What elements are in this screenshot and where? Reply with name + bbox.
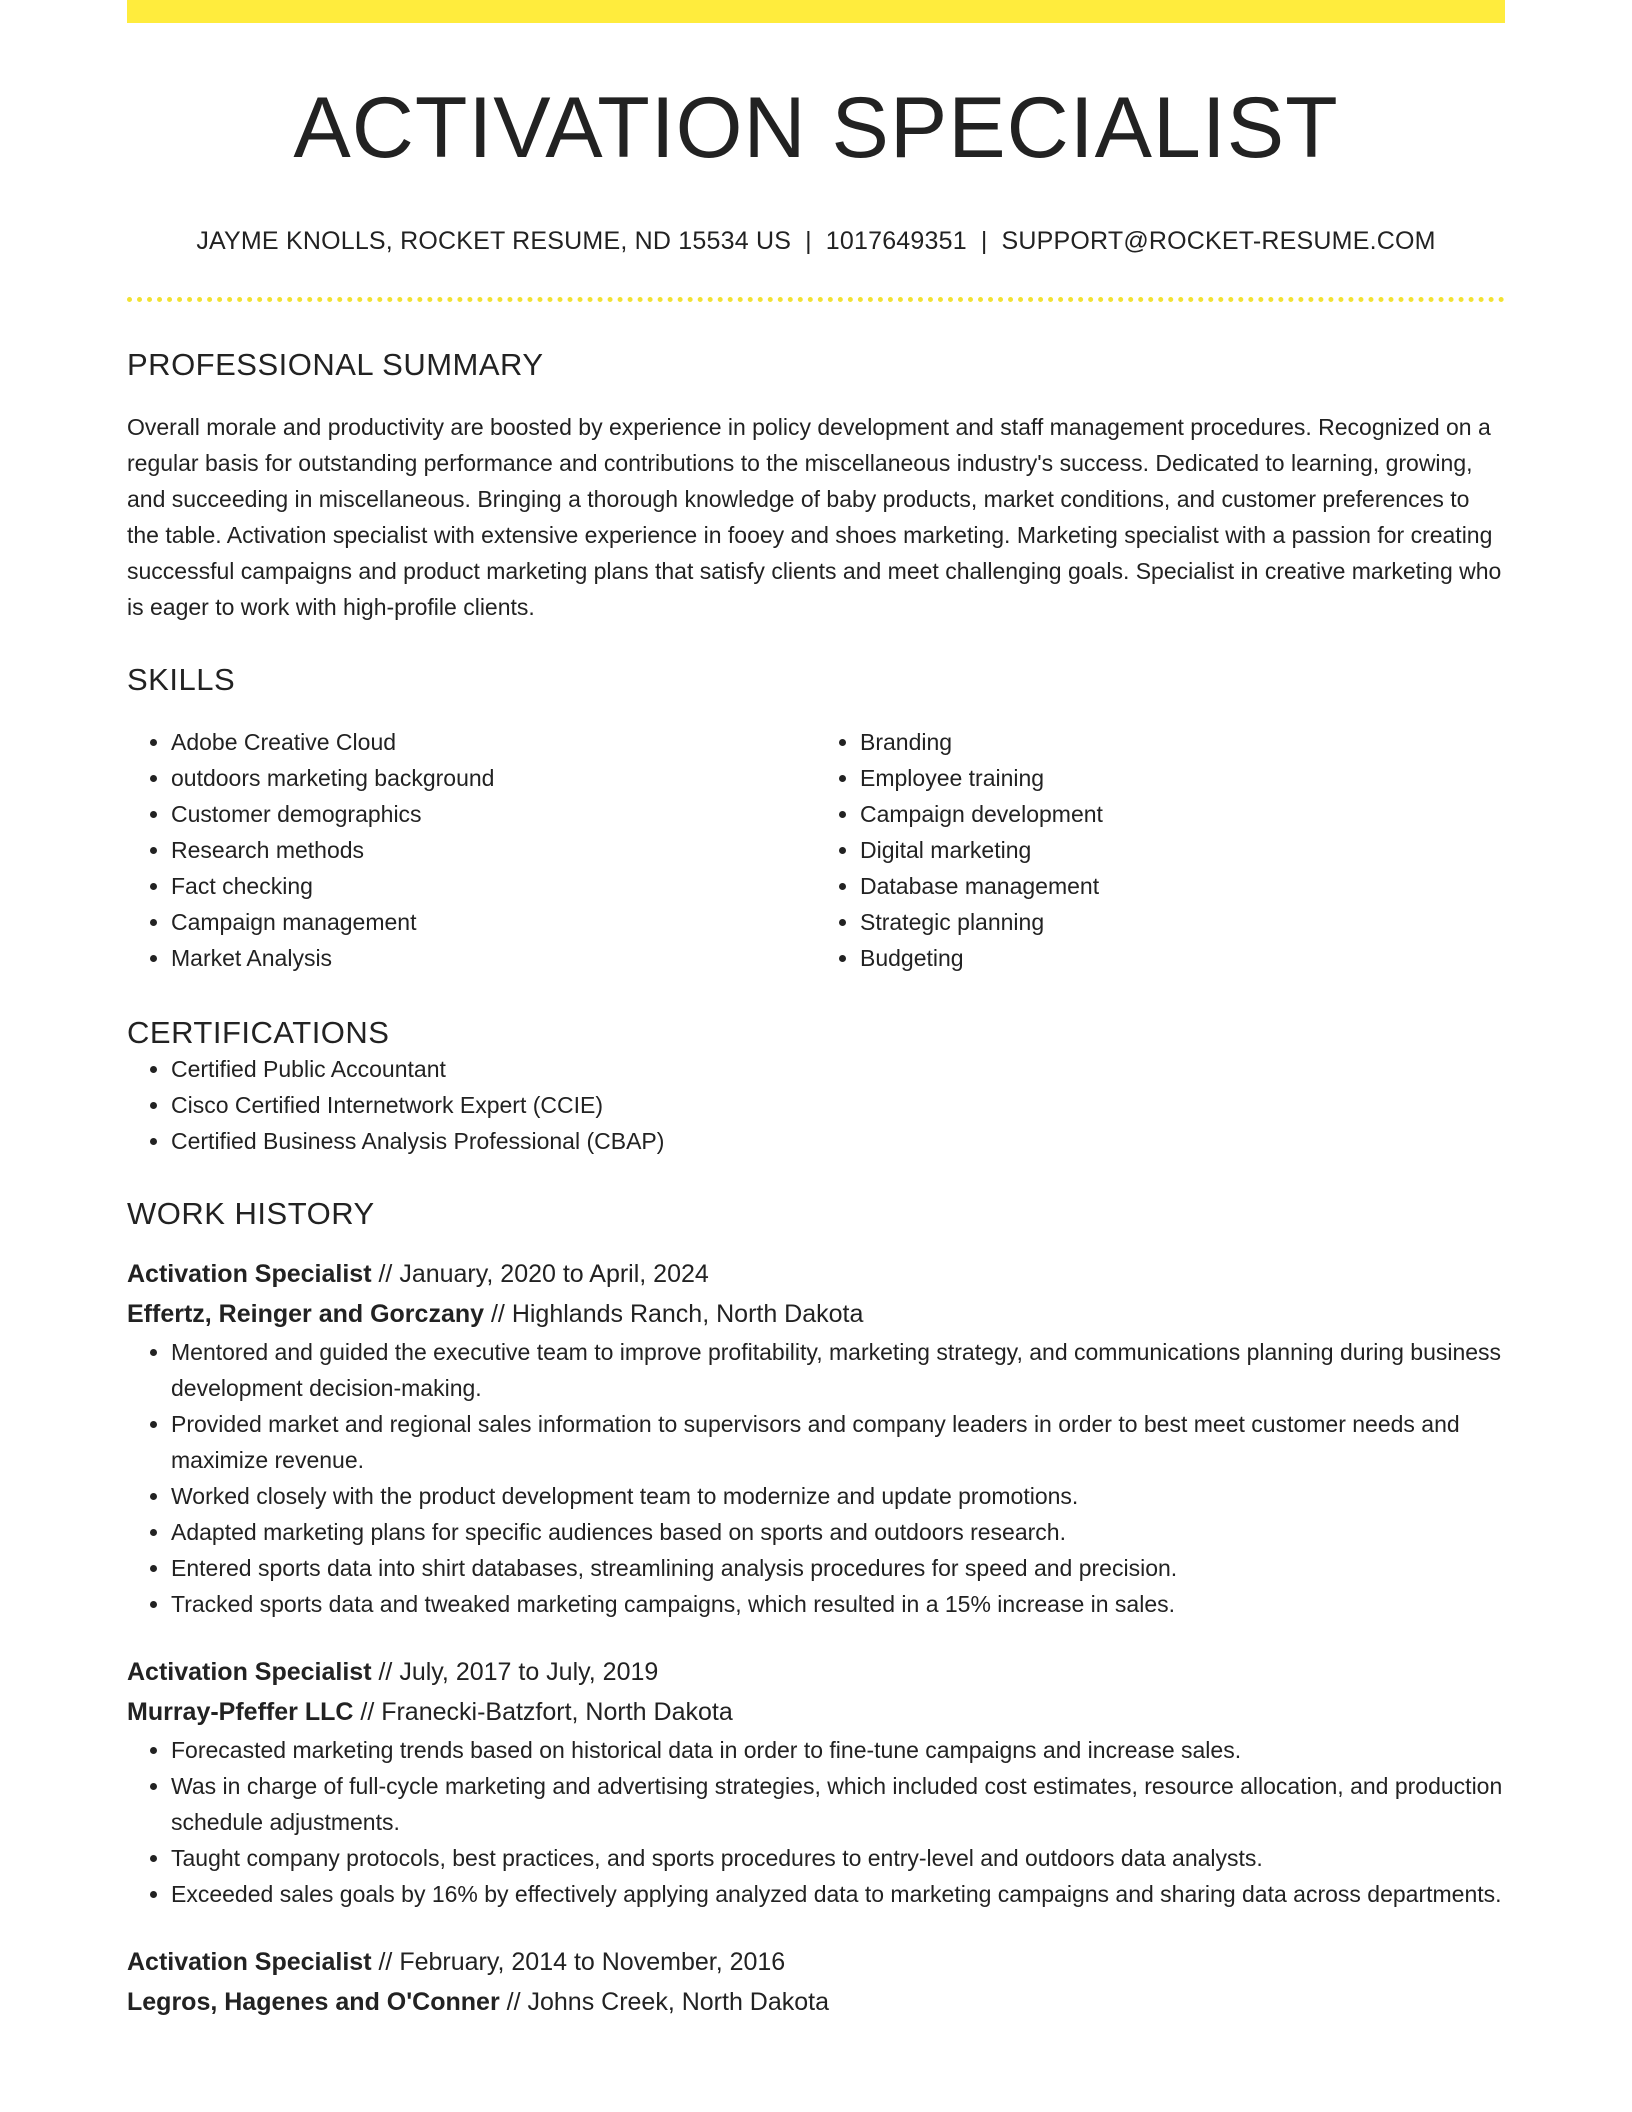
contact-separator: | <box>805 226 812 255</box>
skill-item: • Campaign development <box>860 796 1505 832</box>
job-title-line <box>127 1652 1505 1692</box>
job-location: // Franecki-Batzfort, North Dakota <box>360 1698 733 1727</box>
certifications-heading: CERTIFICATIONS <box>127 1014 390 1050</box>
skill-item: • outdoors marketing background <box>171 760 816 796</box>
job-company-line <box>127 1294 1505 1334</box>
skill-item: • Adobe Creative Cloud <box>171 724 816 760</box>
certification-item: • Certified Business Analysis Professional (CBAP) <box>171 1123 1505 1159</box>
accent-bar <box>127 0 1505 23</box>
skill-item: • Digital marketing <box>860 832 1505 868</box>
job-bullets <box>127 1732 1505 1912</box>
skill-item: • Database management <box>860 868 1505 904</box>
job-bullet: • Worked closely with the product development team to modernize and update promotions. <box>171 1478 1505 1514</box>
contact-phone: 1017649351 <box>825 226 967 255</box>
job-entry <box>127 1652 1505 1912</box>
job-bullet: • Exceeded sales goals by 16% by effectively applying analyzed data to marketing campaigns and sharing data across departments. <box>171 1876 1505 1912</box>
job-bullet: • Tracked sports data and tweaked marketing campaigns, which resulted in a 15% increase in sales. <box>171 1586 1505 1622</box>
job-bullet: • Forecasted marketing trends based on historical data in order to fine-tune campaigns and increase sales. <box>171 1732 1505 1768</box>
contact-address: JAYME KNOLLS, ROCKET RESUME, ND 15534 US <box>196 226 792 255</box>
skill-item: • Strategic planning <box>860 904 1505 940</box>
job-bullets <box>127 1334 1505 1622</box>
job-bullet: • Was in charge of full-cycle marketing and advertising strategies, which included cost estimates, resource allocation, and production schedule adjustments. <box>171 1768 1505 1840</box>
job-dates: // February, 2014 to November, 2016 <box>378 1948 786 1977</box>
certification-item: • Certified Public Accountant <box>171 1051 1505 1087</box>
job-company-line <box>127 1692 1505 1732</box>
certification-item: • Cisco Certified Internetwork Expert (CCIE) <box>171 1087 1505 1123</box>
contact-separator: | <box>980 226 988 255</box>
certifications-list <box>127 1051 1505 1159</box>
job-bullet: • Adapted marketing plans for specific audiences based on sports and outdoors research. <box>171 1514 1505 1550</box>
dotted-divider <box>127 297 1505 302</box>
job-dates: // July, 2017 to July, 2019 <box>378 1658 659 1687</box>
job-company: Legros, Hagenes and O'Conner <box>127 1988 500 2017</box>
job-company: Effertz, Reinger and Gorczany <box>127 1300 485 1329</box>
resume-title: ACTIVATION SPECIALIST <box>293 80 1339 176</box>
skills-heading: SKILLS <box>127 661 236 697</box>
work-history-heading: WORK HISTORY <box>127 1196 375 1232</box>
job-location: // Johns Creek, North Dakota <box>506 1988 830 2017</box>
job-location: // Highlands Ranch, North Dakota <box>490 1300 864 1329</box>
skills-columns <box>127 724 1505 976</box>
job-title: Activation Specialist <box>127 1260 372 1289</box>
resume-page <box>127 0 1505 2022</box>
job-bullet: • Entered sports data into shirt databases, streamlining analysis procedures for speed and precision. <box>171 1550 1505 1586</box>
job-entry <box>127 1254 1505 1622</box>
skill-item: • Research methods <box>171 832 816 868</box>
skill-item: • Customer demographics <box>171 796 816 832</box>
skill-item: • Campaign management <box>171 904 816 940</box>
job-title-line <box>127 1254 1505 1294</box>
job-bullet: • Provided market and regional sales information to supervisors and company leaders in order to best meet customer needs and maximize revenue. <box>171 1406 1505 1478</box>
job-title: Activation Specialist <box>127 1658 372 1687</box>
job-entry <box>127 1942 1505 2022</box>
contact-email: SUPPORT@ROCKET-RESUME.COM <box>1001 226 1436 255</box>
skill-item: • Branding <box>860 724 1505 760</box>
job-company: Murray-Pfeffer LLC <box>127 1698 354 1727</box>
contact-line <box>127 226 1505 256</box>
summary-heading: PROFESSIONAL SUMMARY <box>127 346 544 382</box>
skills-list-right <box>816 724 1505 976</box>
job-title-line <box>127 1942 1505 1982</box>
job-bullet: • Mentored and guided the executive team to improve profitability, marketing strategy, and communications planning during business development decision-making. <box>171 1334 1505 1406</box>
job-title: Activation Specialist <box>127 1948 372 1977</box>
skill-item: • Employee training <box>860 760 1505 796</box>
job-company-line <box>127 1982 1505 2022</box>
summary-text: Overall morale and productivity are boosted by experience in policy development and staff management procedures. Recognized on a regular basis for outstanding performance and contributions to the miscellaneous industry's success. Dedicated to learning, growing, and succeeding in miscellaneous. Bringing a thorough knowledge of baby products, market conditions, and customer preferences to the table. Activation specialist with extensive experience in fooey and shoes marketing. Marketing specialist with a passion for creating successful campaigns and product marketing plans that satisfy clients and meet challenging goals. Specialist in creative marketing who is eager to work with high-profile clients. <box>127 413 1502 620</box>
skill-item: • Fact checking <box>171 868 816 904</box>
job-bullet: • Taught company protocols, best practices, and sports procedures to entry-level and outdoors data analysts. <box>171 1840 1505 1876</box>
skill-item: • Market Analysis <box>171 940 816 976</box>
skills-list-left <box>127 724 816 976</box>
skill-item: • Budgeting <box>860 940 1505 976</box>
job-dates: // January, 2020 to April, 2024 <box>378 1260 709 1289</box>
